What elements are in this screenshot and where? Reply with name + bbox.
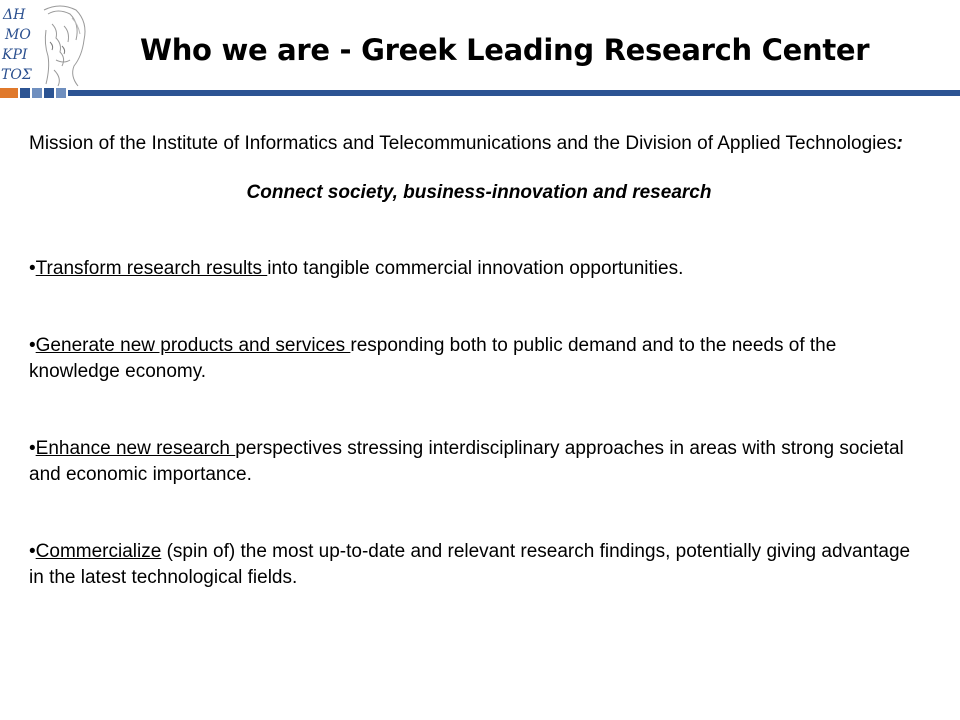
bullet-marker: • [29,541,36,562]
bullet-text: responding both to public demand and to the needs of the knowledge economy. [29,335,837,382]
demokritos-logo [0,0,100,88]
svg-text:ΤΟΣ: ΤΟΣ [1,67,32,83]
svg-text:ΚΡΙ: ΚΡΙ [2,47,28,63]
bullet-keyphrase: Commercialize [35,541,162,562]
mission-tagline: Connect society, business-innovation and research [246,182,712,203]
bullet-item [29,333,929,385]
mission-statement [29,131,929,157]
bullet-item [29,436,929,488]
logo-greek-letters [1,7,32,83]
svg-text:ΜΟ: ΜΟ [5,27,31,43]
rule-bar [68,90,960,96]
rule-segment-blue [44,88,54,98]
rule-segment-blue [20,88,30,98]
rule-segment-lightblue [32,88,42,98]
bullet-marker: • [29,258,36,279]
header-rule [0,88,960,98]
bullet-marker: • [29,438,36,459]
bullet-keyphrase: Enhance new research [35,438,236,459]
mission-text: Mission of the Institute of Informatics and Telecommunications and the Division of Applied Technologies [29,133,897,154]
bullet-text: into tangible commercial innovation opportunities. [267,258,684,279]
bullet-text: perspectives stressing interdisciplinary approaches in areas with strong societal and economic importance. [29,438,904,485]
rule-segment-orange [0,88,18,98]
bullet-marker: • [29,335,36,356]
bullet-item [29,539,929,591]
rule-segment-lightblue [56,88,66,98]
svg-text:ΔΗ: ΔΗ [3,7,26,23]
bullet-item [29,256,929,282]
bullet-keyphrase: Generate new products and services [35,335,351,356]
bust-portrait [44,6,85,86]
mission-colon: : [896,133,903,154]
bullet-keyphrase: Transform research results [35,258,268,279]
bullet-text: (spin of) the most up-to-date and relevant research findings, potentially giving advantage in the latest technological fields. [29,541,911,588]
slide-body [29,131,929,591]
slide-title: Who we are - Greek Leading Research Center [140,33,870,67]
